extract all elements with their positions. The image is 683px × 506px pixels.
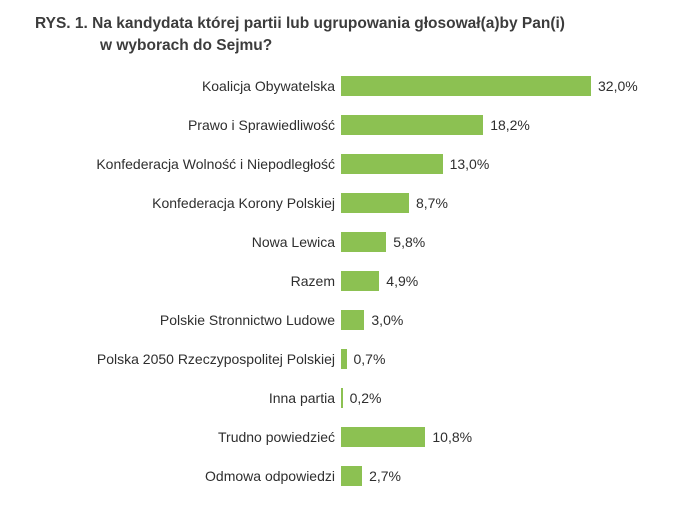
bar-area	[341, 105, 683, 144]
value-label: 5,8%	[393, 233, 426, 250]
chart-title-line1: RYS. 1. Na kandydata której partii lub ugrupowania głosował(a)by Pan(i)	[35, 15, 565, 32]
category-label: Polska 2050 Rzeczypospolitej Polskiej	[96, 350, 335, 367]
bar-area	[341, 417, 683, 456]
bar-row	[0, 222, 683, 261]
bar-area	[341, 378, 683, 417]
bar-row	[0, 66, 683, 105]
bar-row	[0, 456, 683, 495]
bar-area	[341, 456, 683, 495]
bar	[341, 310, 364, 330]
value-label: 2,7%	[369, 467, 402, 484]
category-label: Razem	[290, 272, 335, 289]
bar-area	[341, 66, 683, 105]
category-label: Konfederacja Wolność i Niepodległość	[96, 155, 335, 172]
value-label: 8,7%	[416, 194, 448, 211]
value-label: 18,2%	[490, 116, 530, 133]
bar-row	[0, 105, 683, 144]
bar	[341, 76, 591, 96]
value-label: 0,2%	[349, 389, 382, 406]
category-label: Polskie Stronnictwo Ludowe	[159, 311, 335, 328]
bar-row	[0, 339, 683, 378]
bar-row	[0, 300, 683, 339]
bar-row	[0, 417, 683, 456]
bar-row	[0, 183, 683, 222]
value-label: 3,0%	[371, 311, 404, 328]
bar	[341, 115, 483, 135]
bar-row	[0, 378, 683, 417]
bar	[341, 427, 425, 447]
category-label: Trudno powiedzieć	[218, 428, 335, 445]
bar	[341, 466, 362, 486]
bar-area	[341, 183, 683, 222]
chart-title	[0, 0, 683, 57]
bar-area	[341, 222, 683, 261]
bar-area	[341, 300, 683, 339]
bar	[341, 271, 379, 291]
category-label: Inna partia	[268, 389, 335, 406]
bar	[341, 388, 343, 408]
value-label: 4,9%	[386, 272, 419, 289]
bar	[341, 193, 409, 213]
value-label: 32,0%	[598, 77, 638, 94]
bar-row	[0, 144, 683, 183]
bar	[341, 154, 443, 174]
bar-area	[341, 261, 683, 300]
value-label: 10,8%	[432, 428, 473, 445]
category-label: Odmowa odpowiedzi	[205, 467, 335, 484]
bar-area	[341, 144, 683, 183]
bar	[341, 349, 347, 369]
value-label: 13,0%	[449, 155, 490, 172]
bar-row	[0, 261, 683, 300]
category-label: Konfederacja Korony Polskiej	[152, 194, 335, 211]
bar-chart	[0, 66, 683, 495]
bar-area	[341, 339, 683, 378]
value-label: 0,7%	[353, 350, 386, 367]
category-label: Nowa Lewica	[251, 233, 335, 250]
category-label: Prawo i Sprawiedliwość	[187, 116, 335, 133]
bar	[341, 232, 386, 252]
category-label: Koalicja Obywatelska	[201, 77, 335, 94]
chart-title-line2: w wyborach do Sejmu?	[100, 37, 273, 54]
